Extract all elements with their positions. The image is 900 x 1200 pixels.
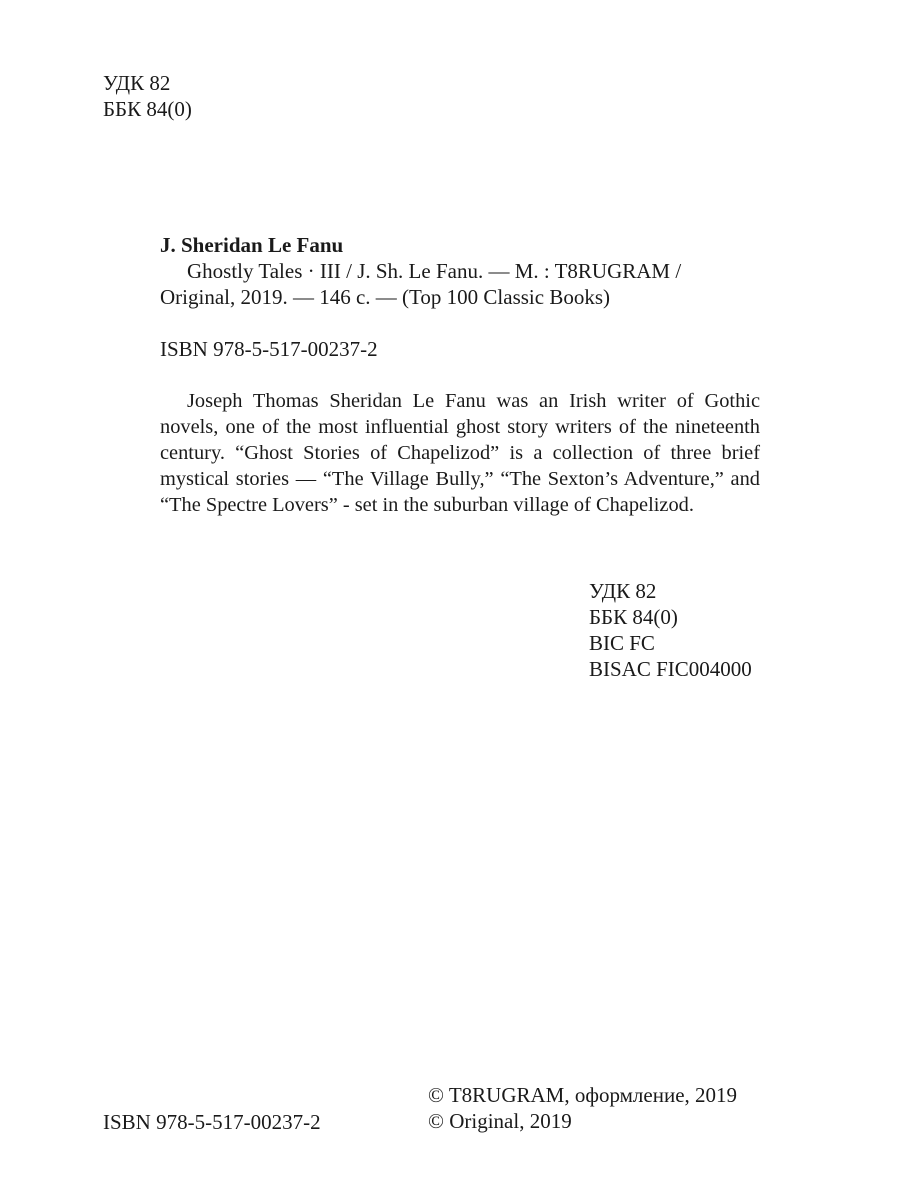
bic-code: BIC FC (589, 631, 655, 655)
copyright-notices (428, 1082, 737, 1134)
author-name: J. Sheridan Le Fanu (160, 233, 344, 257)
catalog-record (160, 232, 760, 518)
footer-isbn: ISBN 978-5-517-00237-2 (103, 1110, 321, 1134)
udk-code: УДК 82 (103, 71, 171, 95)
bbk-code: ББК 84(0) (103, 97, 192, 121)
copyright-original: © Original, 2019 (428, 1109, 572, 1133)
bibliographic-entry: Ghostly Tales · III / J. Sh. Le Fanu. — M. : T8RUGRAM / Original, 2019. — 146 с. — (Top 100 Classic Books) (160, 259, 682, 309)
top-classification-codes (103, 70, 192, 122)
udk-code-side: УДК 82 (589, 579, 657, 603)
bbk-code-side: ББК 84(0) (589, 605, 678, 629)
book-annotation: Joseph Thomas Sheridan Le Fanu was an Irish writer of Gothic novels, one of the most influential ghost story writers of the nineteenth century. “Ghost Stories of Chapelizod” is a collection of three brief mystical stories — “The Village Bully,” “The Sexton’s Adventure,” and “The Spectre Lovers” - set in the suburban village of Chapelizod. (160, 390, 760, 516)
isbn-number: ISBN 978-5-517-00237-2 (160, 337, 378, 361)
side-classification-codes (589, 578, 752, 682)
copyright-design: © T8RUGRAM, оформление, 2019 (428, 1083, 738, 1107)
bisac-code: BISAC FIC004000 (589, 657, 752, 681)
